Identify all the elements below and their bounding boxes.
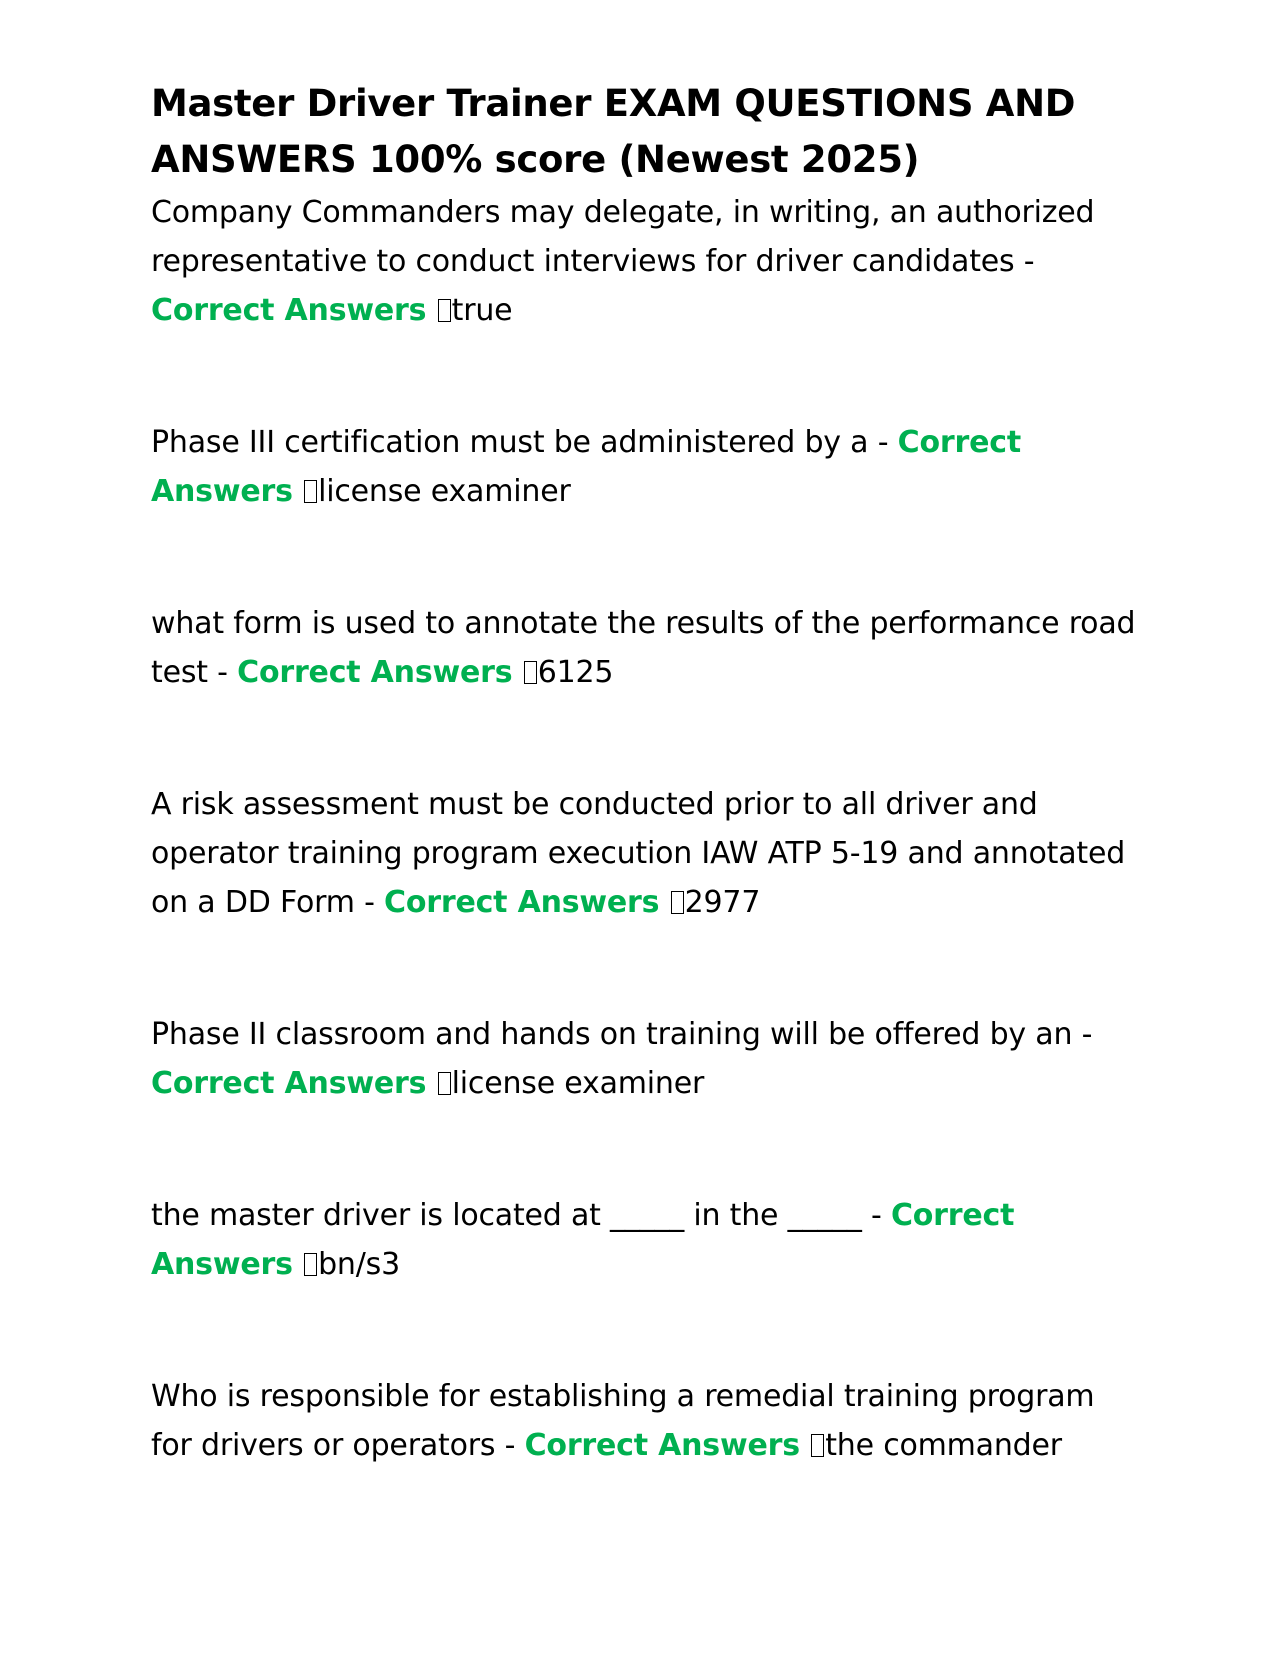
correct-answers-label: Correct Answers	[151, 1066, 427, 1101]
correct-answers-label: Correct Answers	[151, 425, 1021, 509]
question-text: Who is responsible for establishing a remedial training program for drivers or operators -	[151, 1379, 1095, 1463]
correct-answers-label: Correct Answers	[524, 1428, 800, 1463]
question-text: Company Commanders may delegate, in writing, an authorized representative to conduct interviews for driver candidates -	[151, 195, 1095, 279]
question-text: Phase II classroom and hands on training will be offered by an -	[151, 1017, 1093, 1052]
qa-item	[151, 1191, 1141, 1289]
missing-glyph-icon	[671, 891, 684, 914]
answer-text: 6125	[537, 655, 614, 690]
question-text: Phase III certification must be administered by a -	[151, 425, 898, 460]
missing-glyph-icon	[304, 480, 317, 503]
question-text: the master driver is located at _____ in the _____ -	[151, 1198, 891, 1233]
missing-glyph-icon	[438, 1072, 451, 1095]
correct-answers-label: Correct Answers	[384, 885, 660, 920]
answer-text: license examiner	[318, 474, 571, 509]
qa-item	[151, 188, 1141, 335]
qa-item	[151, 780, 1141, 927]
correct-answers-label: Correct Answers	[237, 655, 513, 690]
answer-text: license examiner	[451, 1066, 705, 1101]
qa-item	[151, 599, 1141, 697]
question-text: what form is used to annotate the results of the performance road test -	[151, 606, 1136, 690]
answer-text: the commander	[825, 1428, 1062, 1463]
document-title: Master Driver Trainer EXAM QUESTIONS AND ANSWERS 100% score (Newest 2025)	[151, 82, 1076, 181]
qa-item	[151, 418, 1141, 516]
missing-glyph-icon	[304, 1253, 317, 1276]
document-page	[151, 76, 1141, 1470]
answer-text: 2977	[684, 885, 761, 920]
question-text: A risk assessment must be conducted prior to all driver and operator training program execution IAW ATP 5-19 and annotated on a DD Form -	[151, 787, 1126, 920]
correct-answers-label: Correct Answers	[151, 1198, 1015, 1282]
qa-item	[151, 1372, 1141, 1470]
qa-item	[151, 1010, 1141, 1108]
missing-glyph-icon	[524, 661, 537, 684]
answer-text: bn/s3	[318, 1247, 400, 1282]
correct-answers-label: Correct Answers	[151, 293, 427, 328]
missing-glyph-icon	[811, 1434, 824, 1457]
missing-glyph-icon	[438, 299, 451, 322]
answer-text: true	[451, 293, 513, 328]
